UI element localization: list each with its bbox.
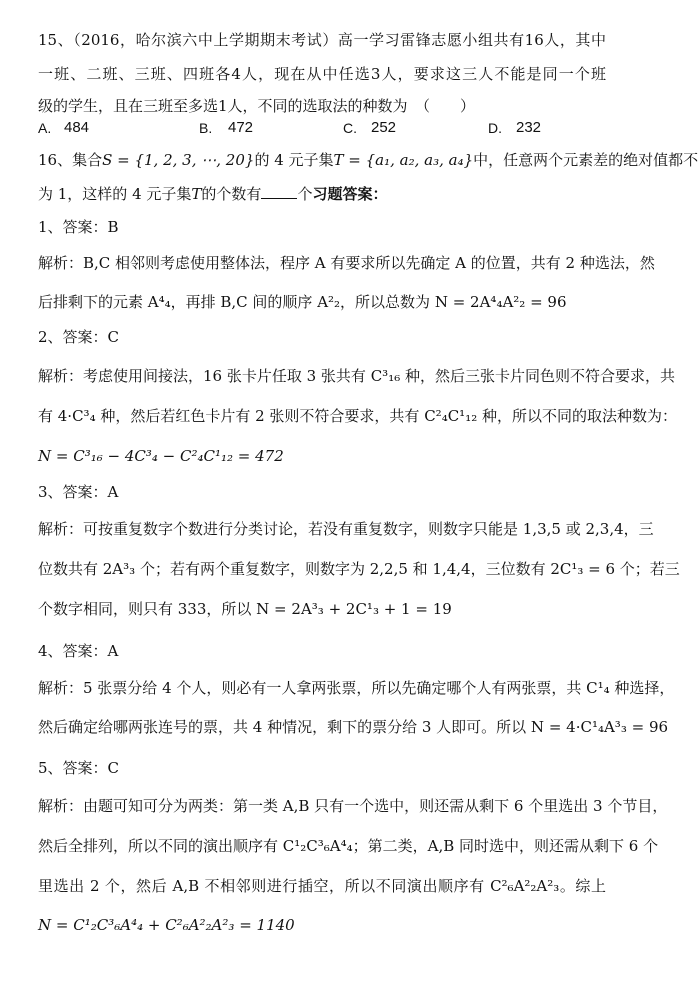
answer-2-heading: 2、答案：C: [38, 328, 120, 346]
q16-t-symbol: T: [191, 185, 202, 203]
option-b-letter: B.: [199, 120, 213, 136]
answer-5-line-1: 解析：由题可知可分为两类：第一类 A,B 只有一个选中，则还需从剩下 6 个里选出 3 个节目，: [38, 797, 668, 815]
q16-pre: 16、集合: [38, 151, 103, 169]
answer-5-line-3: 里选出 2 个，然后 A,B 不相邻则进行插空，所以不同演出顺序有 C²₆A²₂A²₃。综上: [38, 877, 606, 895]
q16-line2-pre: 为 1，这样的 4 元子集: [38, 185, 192, 203]
q15-line-1: 15、（2016，哈尔滨六中上学期期末考试）高一学习雷锋志愿小组共有16人，其中: [38, 31, 606, 49]
answer-2-line-1: 解析：考虑使用间接法，16 张卡片任取 3 张共有 C³₁₆ 种，然后三张卡片同色则不符合要求，共: [38, 367, 675, 385]
q16-line2-post: 个: [297, 185, 313, 203]
q16-line2-mid: 的个数有: [201, 185, 262, 203]
set-s: S = {1, 2, 3, ⋯, 20}: [102, 151, 255, 169]
option-d-letter: D.: [488, 120, 502, 136]
option-b-value: 472: [228, 119, 254, 136]
answer-1-line-1: 解析：B,C 相邻则考虑使用整体法，程序 A 有要求所以先确定 A 的位置，共有 2 种选法，然: [38, 254, 655, 272]
q16-line-2: [38, 182, 606, 208]
option-c-value: 252: [371, 119, 397, 136]
answer-3-heading: 3、答案：A: [38, 483, 119, 501]
option-a-letter: A.: [38, 120, 52, 136]
set-t: T = {a₁, a₂, a₃, a₄}: [333, 151, 474, 169]
option-d-value: 232: [516, 119, 542, 136]
answer-4-line-2: 然后确定给哪两张连号的票，共 4 种情况，剩下的票分给 3 人即可。所以 N = 4·C¹₄A³₃ = 96: [38, 718, 669, 736]
answer-3-line-2: 位数共有 2A³₃ 个；若有两个重复数字，则数字为 2,2,5 和 1,4,4，三位数有 2C¹₃ = 6 个；若三: [38, 560, 680, 578]
answers-heading: 习题答案：: [312, 185, 388, 203]
answer-5-heading: 5、答案：C: [38, 759, 120, 777]
answer-3-line-3: 个数字相同，则只有 333，所以 N = 2A³₃ + 2C¹₃ + 1 = 19: [38, 600, 452, 618]
q16-post: 中，任意两个元素差的绝对值都不: [473, 151, 698, 169]
option-c-letter: C.: [343, 120, 357, 136]
answer-5-line-4: N = C¹₂C³₆A⁴₄ + C²₆A²₂A²₃ = 1140: [38, 916, 295, 934]
option-a-value: 484: [64, 119, 90, 136]
answer-2-line-3: N = C³₁₆ − 4C³₄ − C²₄C¹₁₂ = 472: [38, 447, 284, 465]
answer-3-line-1: 解析：可按重复数字个数进行分类讨论，若没有重复数字，则数字只能是 1,3,5 或 2,3,4，三: [38, 520, 654, 538]
answer-blank: [261, 184, 297, 199]
q16-mid: 的 4 元子集: [254, 151, 334, 169]
answer-1-line-2: 后排剩下的元素 A⁴₄，再排 B,C 间的顺序 A²₂，所以总数为 N = 2A⁴₄A²₂ = 96: [38, 293, 567, 311]
answer-4-heading: 4、答案：A: [38, 642, 119, 660]
answer-4-line-1: 解析：5 张票分给 4 个人，则必有一人拿两张票，所以先确定哪个人有两张票，共 C¹₄ 种选择，: [38, 679, 675, 697]
q15-line-3: 级的学生，且在三班至多选1人，不同的选取法的种数为 （ ）: [38, 97, 476, 115]
q15-line-2: 一班、二班、三班、四班各4人，现在从中任选3人，要求这三人不能是同一个班: [38, 65, 606, 83]
answer-1-heading: 1、答案：B: [38, 218, 119, 236]
answer-5-line-2: 然后全排列，所以不同的演出顺序有 C¹₂C³₆A⁴₄；第二类，A,B 同时选中，则还需从剩下 6 个: [38, 837, 659, 855]
answer-2-line-2: 有 4·C³₄ 种，然后若红色卡片有 2 张则不符合要求，共有 C²₄C¹₁₂ 种，所以不同的取法种数为：: [38, 407, 677, 425]
q16-line-1: [38, 148, 698, 174]
